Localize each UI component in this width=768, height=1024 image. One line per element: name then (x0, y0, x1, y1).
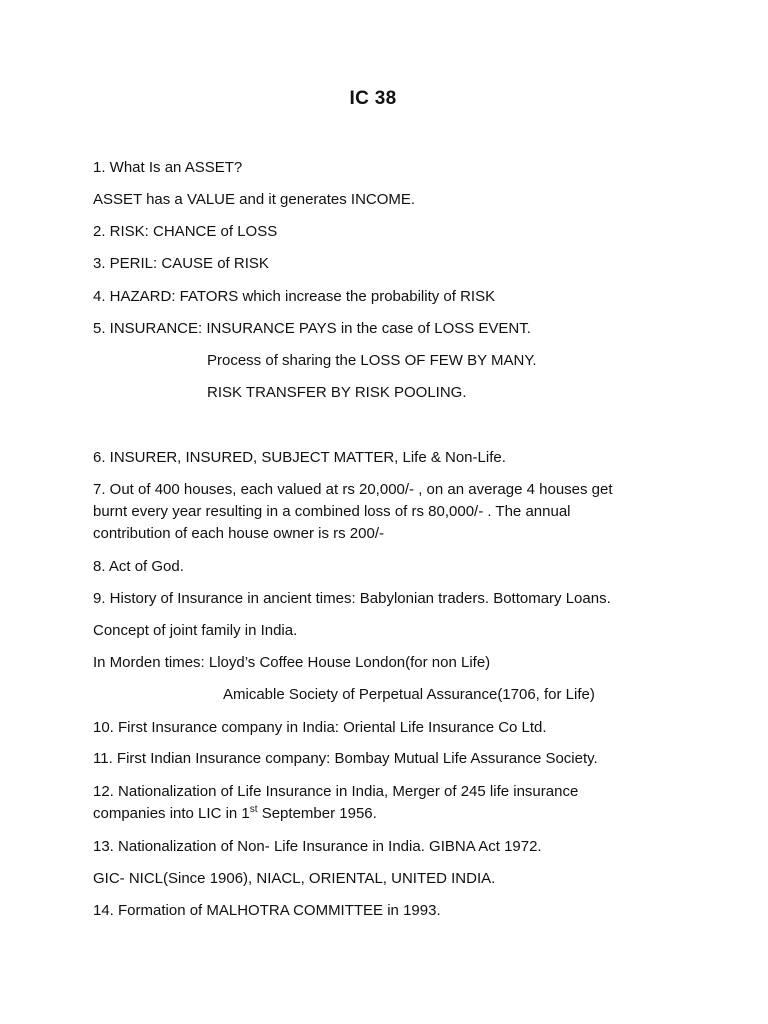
document-title: IC 38 (349, 88, 397, 109)
item-13-detail: GIC- NICL(Since 1906), NIACL, ORIENTAL, UNITED INDIA. (93, 870, 496, 887)
item-3: 3. PERIL: CAUSE of RISK (93, 255, 269, 272)
item-7-line-1: 7. Out of 400 houses, each valued at rs 20,000/- , on an average 4 houses get (93, 481, 613, 498)
item-7-line-3: contribution of each house owner is rs 200/- (93, 525, 384, 542)
item-5-detail-1: Process of sharing the LOSS OF FEW BY MANY. (207, 352, 537, 369)
item-12-line-1: 12. Nationalization of Life Insurance in India, Merger of 245 life insurance (93, 783, 579, 800)
item-2: 2. RISK: CHANCE of LOSS (93, 223, 278, 240)
item-9-detail-1: Concept of joint family in India. (93, 622, 298, 639)
item-9-detail-2: In Morden times: Lloyd’s Coffee House London(for non Life) (93, 654, 491, 671)
item-7-line-2: burnt every year resulting in a combined loss of rs 80,000/- . The annual (93, 503, 571, 520)
item-8: 8. Act of God. (93, 558, 184, 575)
ordinal-suffix: st (249, 804, 258, 815)
item-4: 4. HAZARD: FATORS which increase the probability of RISK (93, 288, 496, 305)
item-5: 5. INSURANCE: INSURANCE PAYS in the case of LOSS EVENT. (93, 320, 531, 337)
item-9-detail-3: Amicable Society of Perpetual Assurance(1706, for Life) (223, 686, 595, 703)
item-10: 10. First Insurance company in India: Oriental Life Insurance Co Ltd. (93, 719, 547, 736)
item-14: 14. Formation of MALHOTRA COMMITTEE in 1993. (93, 902, 441, 919)
item-5-detail-2: RISK TRANSFER BY RISK POOLING. (207, 384, 467, 401)
item-9: 9. History of Insurance in ancient times: Babylonian traders. Bottomary Loans. (93, 590, 611, 607)
item-1-question: 1. What Is an ASSET? (93, 159, 243, 176)
item-13: 13. Nationalization of Non- Life Insurance in India. GIBNA Act 1972. (93, 838, 542, 855)
item-12-line-2 (93, 803, 377, 825)
item-6: 6. INSURER, INSURED, SUBJECT MATTER, Life & Non-Life. (93, 449, 506, 466)
item-12-line-2-rest: September 1956. (257, 805, 377, 822)
item-11: 11. First Indian Insurance company: Bombay Mutual Life Assurance Society. (93, 750, 598, 767)
item-1-answer: ASSET has a VALUE and it generates INCOME. (93, 191, 416, 208)
item-12-line-2-text: companies into LIC in 1 (93, 805, 250, 822)
